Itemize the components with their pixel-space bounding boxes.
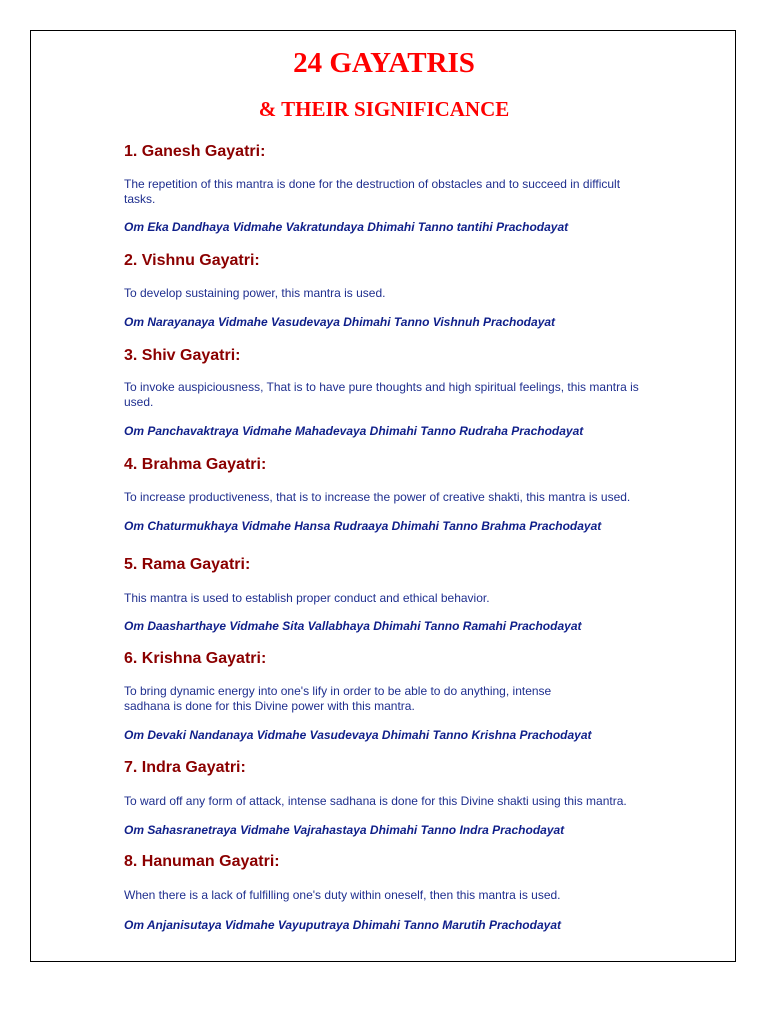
gayatri-entry-ganesh	[124, 142, 654, 234]
entry-heading: 8. Hanuman Gayatri:	[124, 853, 280, 870]
entry-heading: 3. Shiv Gayatri:	[124, 347, 241, 364]
document-title: 24 GAYATRIS	[293, 47, 475, 79]
entry-heading: 1. Ganesh Gayatri:	[124, 143, 266, 160]
entry-mantra: Om Daasharthaye Vidmahe Sita Vallabhaya Dhimahi Tanno Ramahi Prachodayat	[124, 619, 582, 633]
entry-heading: 5. Rama Gayatri:	[124, 556, 251, 573]
entry-mantra: Om Sahasranetraya Vidmahe Vajrahastaya Dhimahi Tanno Indra Prachodayat	[124, 823, 565, 837]
entry-description: When there is a lack of fulfilling one's duty within oneself, then this mantra is used.	[124, 888, 561, 902]
entry-description: To ward off any form of attack, intense sadhana is done for this Divine shakti using this mantra.	[124, 794, 627, 808]
entry-description: To invoke auspiciousness, That is to have pure thoughts and high spiritual feelings, this mantra is used.	[124, 380, 639, 409]
entry-mantra: Om Narayanaya Vidmahe Vasudevaya Dhimahi Tanno Vishnuh Prachodayat	[124, 315, 556, 329]
entry-description: This mantra is used to establish proper conduct and ethical behavior.	[124, 591, 490, 605]
entry-mantra: Om Anjanisutaya Vidmahe Vayuputraya Dhimahi Tanno Marutih Prachodayat	[124, 918, 561, 932]
entry-description: To develop sustaining power, this mantra is used.	[124, 286, 386, 300]
entry-heading: 6. Krishna Gayatri:	[124, 650, 267, 667]
gayatri-entry-hanuman	[124, 852, 654, 932]
entry-mantra: Om Eka Dandhaya Vidmahe Vakratundaya Dhimahi Tanno tantihi Prachodayat	[124, 220, 569, 234]
entry-mantra: Om Panchavaktraya Vidmahe Mahadevaya Dhimahi Tanno Rudraha Prachodayat	[124, 424, 584, 438]
entry-heading: 7. Indra Gayatri:	[124, 759, 246, 776]
document-subtitle: & THEIR SIGNIFICANCE	[258, 97, 510, 121]
entry-mantra: Om Chaturmukhaya Vidmahe Hansa Rudraaya Dhimahi Tanno Brahma Prachodayat	[124, 519, 602, 533]
gayatri-entry-brahma	[124, 455, 654, 533]
entry-description: The repetition of this mantra is done for the destruction of obstacles and to succeed in difficult tasks.	[124, 177, 621, 206]
gayatri-entry-shiv	[124, 346, 654, 438]
gayatri-entry-rama	[124, 555, 654, 633]
gayatri-entry-krishna	[124, 649, 654, 742]
entry-heading: 4. Brahma Gayatri:	[124, 456, 267, 473]
entry-heading: 2. Vishnu Gayatri:	[124, 252, 260, 269]
entry-description: To bring dynamic energy into one's lify in order to be able to do anything, intense sadhana is done for this Divine power with this mantra.	[124, 684, 552, 713]
gayatri-entry-indra	[124, 758, 654, 837]
gayatri-entry-vishnu	[124, 251, 654, 329]
entry-mantra: Om Devaki Nandanaya Vidmahe Vasudevaya Dhimahi Tanno Krishna Prachodayat	[124, 728, 592, 742]
entry-description: To increase productiveness, that is to increase the power of creative shakti, this mantra is used.	[124, 490, 631, 504]
